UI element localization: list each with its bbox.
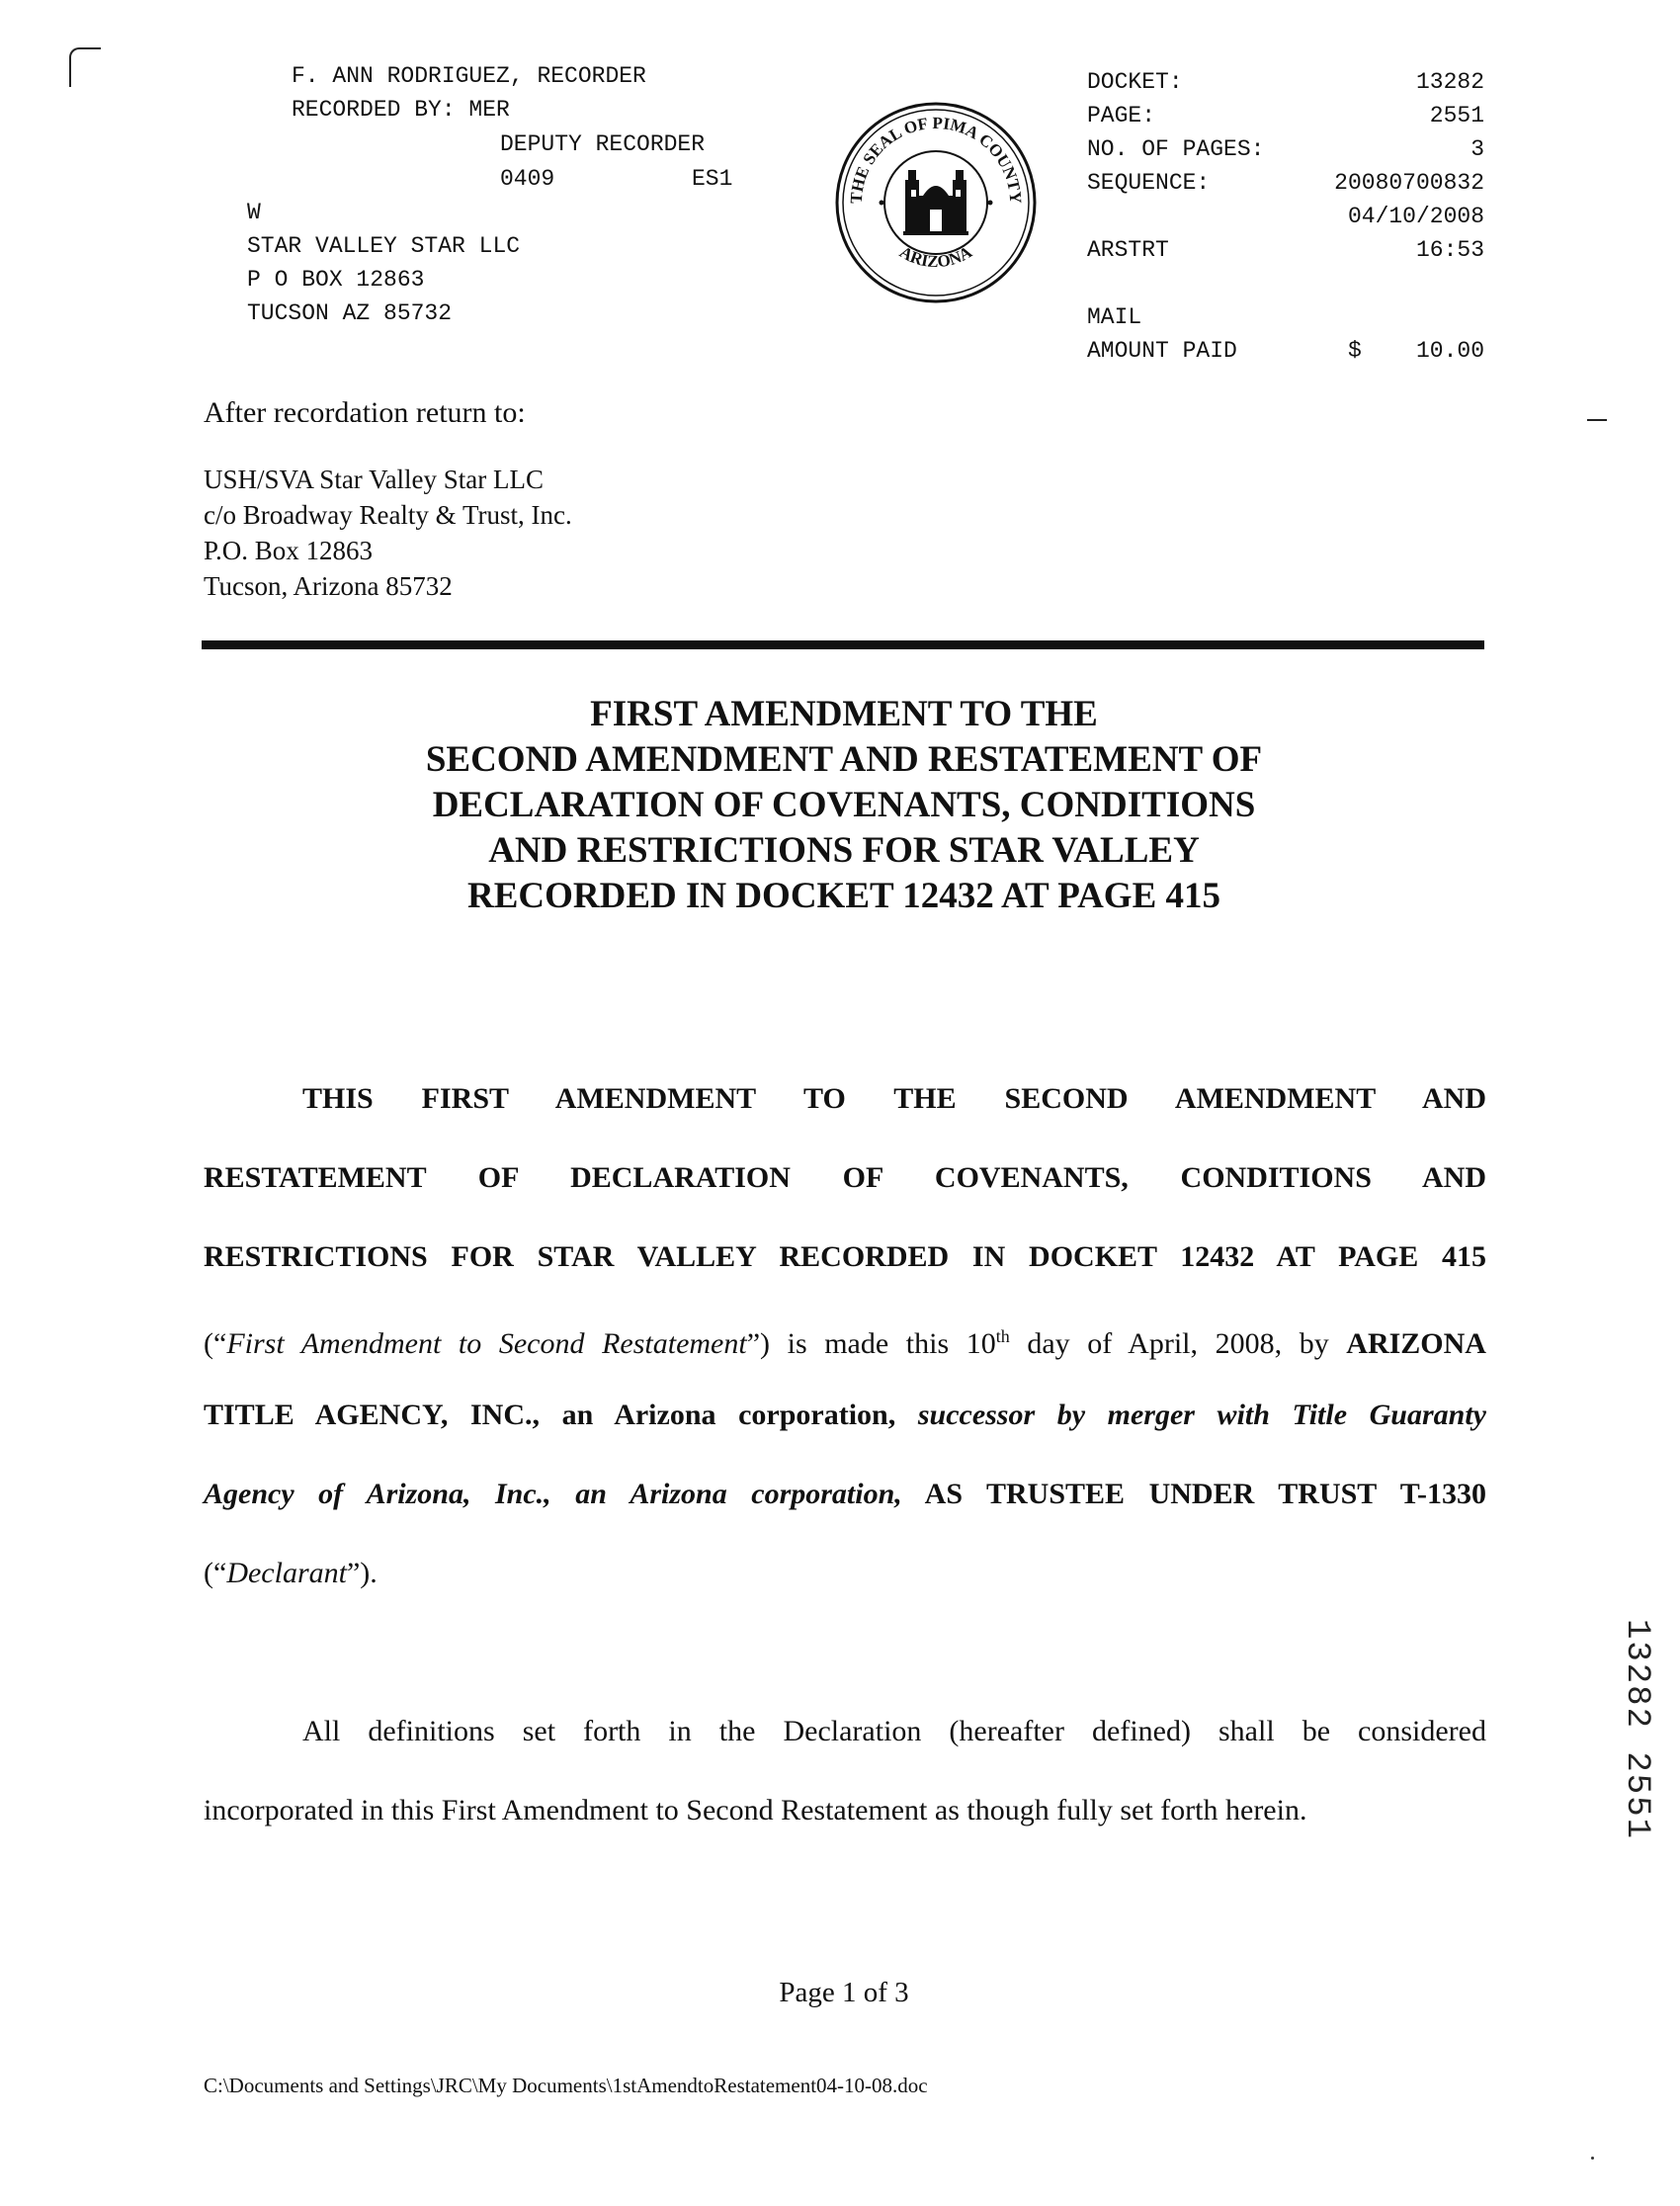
- return-address-line: P.O. Box 12863: [204, 536, 374, 565]
- para-line: (“First Amendment to Second Restatement”) is made this 10th day of April, 2008, by ARIZONA: [204, 1326, 1486, 1360]
- recorder-station: ES1: [692, 166, 733, 192]
- corner-crop-mark: [69, 47, 101, 87]
- page-number: Page 1 of 3: [779, 1977, 909, 2008]
- document-title: [202, 692, 1486, 919]
- title-line: SECOND AMENDMENT AND RESTATEMENT OF: [425, 739, 1263, 780]
- para-line: (“Declarant”).: [204, 1557, 378, 1589]
- footer-file-path: C:\Documents and Settings\JRC\My Documents\1stAmendtoRestatement04-10-08.doc: [204, 2074, 928, 2097]
- recorder-code: 0409: [500, 166, 555, 192]
- recorder-w: W: [247, 200, 261, 225]
- return-address-line: c/o Broadway Realty & Trust, Inc.: [204, 500, 572, 530]
- svg-text:ARIZONA: [896, 242, 975, 271]
- para-line: All definitions set forth in the Declaration (hereafter defined) shall be considered: [302, 1715, 1486, 1747]
- seal-top-text: THE SEAL OF PIMA COUNTY: [846, 113, 1026, 205]
- vertical-docket-stamp: 13282 2551: [1618, 1618, 1655, 1841]
- addressee-line: P O BOX 12863: [247, 267, 425, 293]
- return-address-line: USH/SVA Star Valley Star LLC: [204, 465, 545, 494]
- para-line: RESTRICTIONS FOR STAR VALLEY RECORDED IN DOCKET 12432 AT PAGE 415: [204, 1240, 1486, 1273]
- header-divider: [202, 640, 1484, 649]
- pima-county-seal: [832, 99, 1040, 306]
- return-to-heading: After recordation return to:: [204, 396, 526, 422]
- title-line: DECLARATION OF COVENANTS, CONDITIONS: [432, 785, 1256, 825]
- no-of-pages-row: NO. OF PAGES: 3: [1087, 136, 1484, 162]
- para-line: RESTATEMENT OF DECLARATION OF COVENANTS, CONDITIONS AND: [204, 1161, 1486, 1194]
- addressee-line: STAR VALLEY STAR LLC: [247, 233, 521, 259]
- seal-bottom-text: ARIZONA: [896, 242, 975, 272]
- recorder-name: F. ANN RODRIGUEZ, RECORDER: [292, 63, 646, 89]
- amount-paid-row: AMOUNT PAID $ 10.00: [1087, 338, 1484, 364]
- para-line: Agency of Arizona, Inc., an Arizona corporation, AS TRUSTEE UNDER TRUST T-1330: [204, 1478, 1487, 1510]
- title-line: FIRST AMENDMENT TO THE: [590, 694, 1098, 734]
- addressee-line: TUCSON AZ 85732: [247, 300, 453, 326]
- title-line: AND RESTRICTIONS FOR STAR VALLEY: [488, 830, 1200, 871]
- recorded-by: RECORDED BY: MER: [292, 97, 510, 123]
- para-line: TITLE AGENCY, INC., an Arizona corporation, successor by merger with Title Guaranty: [204, 1399, 1486, 1431]
- para-line: THIS FIRST AMENDMENT TO THE SECOND AMENDMENT AND: [302, 1082, 1486, 1115]
- mission-building-icon: [903, 170, 968, 235]
- docket-row: DOCKET: 13282: [1087, 69, 1484, 95]
- sequence-row: SEQUENCE: 20080700832: [1087, 170, 1484, 196]
- mail-row: MAIL: [1087, 304, 1142, 330]
- page-row: PAGE: 2551: [1087, 103, 1484, 128]
- return-address-line: Tucson, Arizona 85732: [204, 571, 453, 601]
- return-address: [204, 462, 572, 604]
- title-line: RECORDED IN DOCKET 12432 AT PAGE 415: [466, 876, 1221, 916]
- margin-dash: [1587, 419, 1607, 421]
- scan-speck: [1591, 2157, 1594, 2160]
- para-line: incorporated in this First Amendment to Second Restatement as though fully set forth herein.: [204, 1794, 1307, 1826]
- deputy-recorder: DEPUTY RECORDER: [500, 131, 706, 157]
- definitions-paragraph: [204, 1692, 1486, 1850]
- intro-paragraph: [204, 1060, 1486, 1613]
- arstrt-row: ARSTRT 16:53: [1087, 237, 1484, 263]
